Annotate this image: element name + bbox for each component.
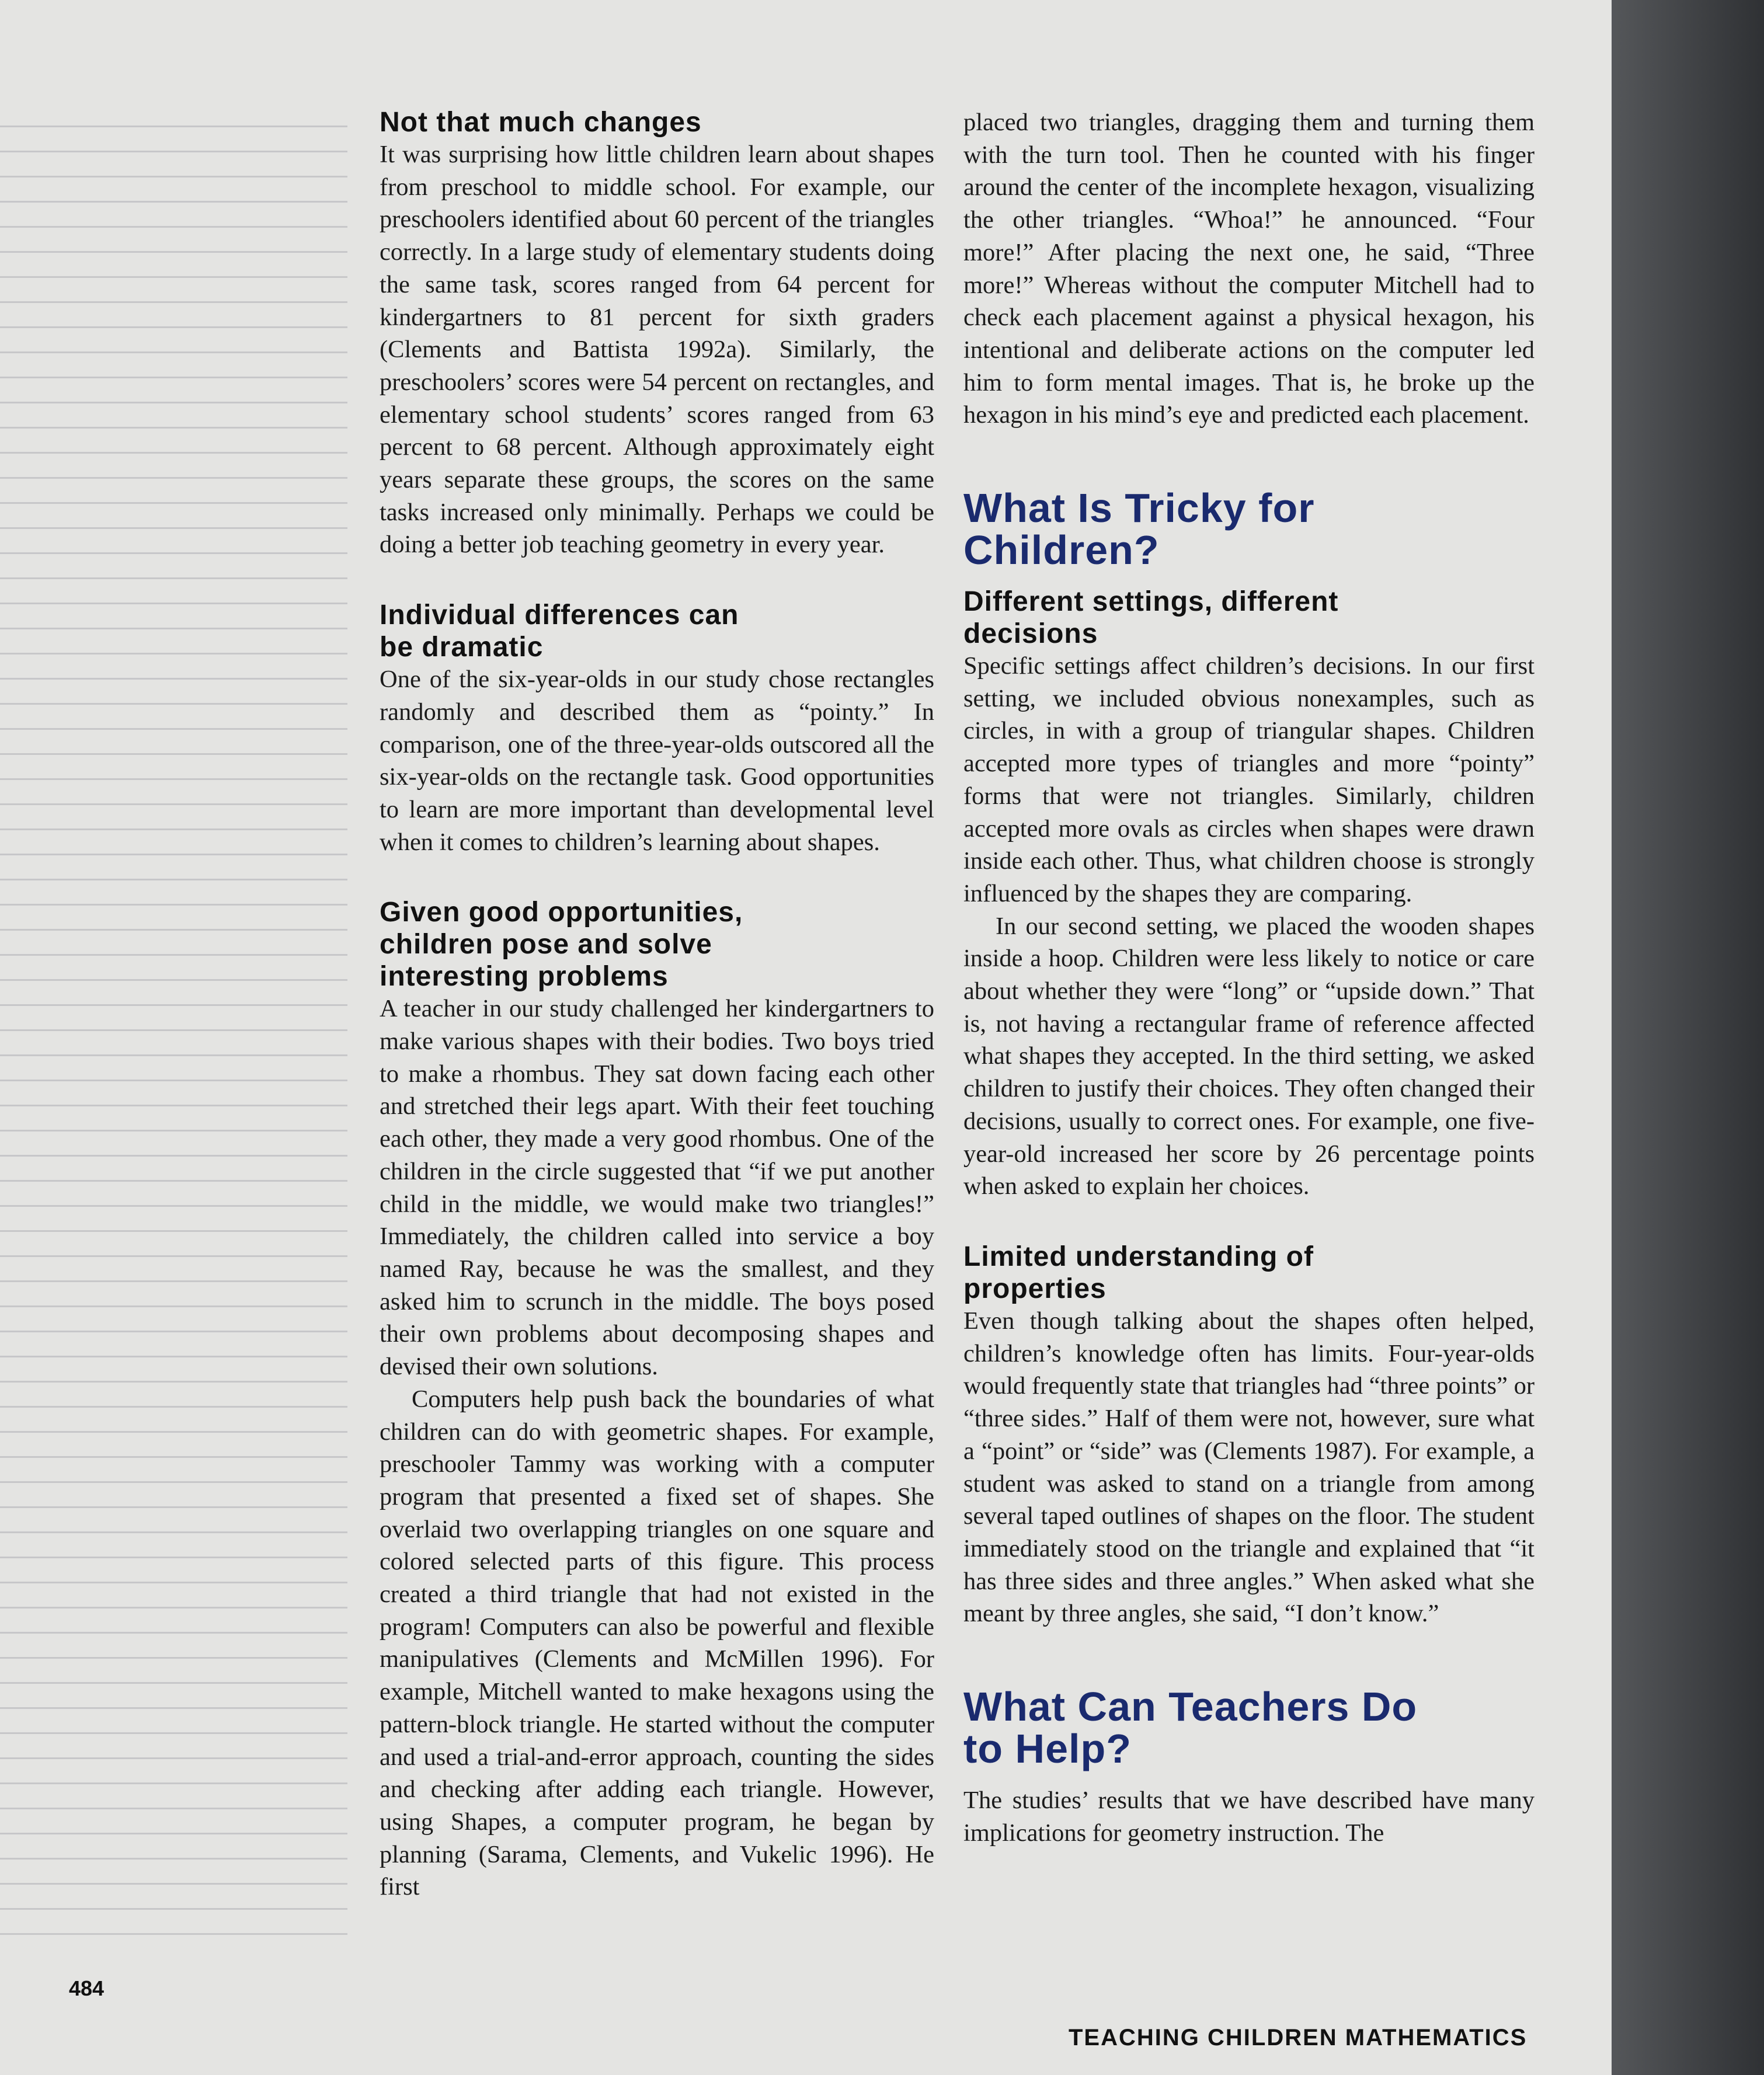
heading-what-can-teachers-do: What Can Teachers Do to Help? [963, 1684, 1418, 1772]
heading-what-is-tricky: What Is Tricky for Children? [963, 485, 1315, 573]
ruled-lines-margin [0, 102, 347, 1956]
heading-limited-understanding: Limited understanding of properties [963, 1241, 1314, 1304]
paragraph: placed two triangles, dragging them and turning them with the turn tool. Then he counted with his finger around the center of the incomplete hexagon, visualizing the other triangles. “Whoa!” he announced. “Four more!” After placing the next one, he said, “Three more!” Whereas without the computer Mitchell had to check each placement against a physical hexagon, his intentional and deliberate actions on the computer led him to form mental images. That is, he broke up the hexagon in his mind’s eye and predicted each placement. [963, 109, 1535, 429]
heading-different-settings: Different settings, different decisions [963, 586, 1339, 650]
background-edge [1612, 0, 1764, 2075]
paragraph: The studies’ results that we have described have many implications for geometry instruction. The [963, 1787, 1535, 1847]
right-column [963, 106, 1535, 1849]
paragraph: It was surprising how little children learn about shapes from preschool to middle school. For example, our preschoolers identified about 60 percent of the triangles correctly. In a large study of elementary students doing the same task, scores ranged from 64 percent for kindergartners to 81 percent for sixth graders (Clements and Battista 1992a). Similarly, the preschoolers’ scores were 54 percent on rectangles, and elementary school students’ scores ranged from 63 percent to 68 percent. Although approximately eight years separate these groups, the scores on the same tasks increased only minimally. Perhaps we could be doing a better job teaching geometry in every year. [380, 141, 934, 559]
paragraph: Even though talking about the shapes often helped, children’s knowledge often has limits. Four-year-olds would frequently state that triangles had “three points” or “three sides.” Half of them were not, however, sure what a “point” or “side” was (Clements 1987). For example, a student was asked to stand on a triangle from among several taped outlines of shapes on the floor. The student immediately stood on the triangle and explained that “it has three sides and three angles.” When asked what she meant by three angles, she said, “I don’t know.” [963, 1307, 1535, 1628]
paragraph: One of the six-year-olds in our study chose rectangles randomly and described them as “pointy.” In comparison, one of the three-year-olds outscored all the six-year-olds on the rectangle task. Good opportunities to learn are more important than developmental level when it comes to children’s learning about shapes. [380, 666, 934, 856]
paragraph: Computers help push back the boundaries of what children can do with geometric shapes. For example, preschooler Tammy was working with a computer program that presented a fixed set of shapes. She overlaid two overlapping triangles on one square and colored selected parts of this figure. This process created a third triangle that had not existed in the program! Computers can also be powerful and flexible manipulatives (Clements and McMillen 1996). For example, Mitchell wanted to make hexagons using the pattern-block triangle. He started without the computer and used a trial-and-error approach, counting the sides and checking after adding each triangle. However, using Shapes, a computer program, he began by planning (Sarama, Clements, and Vukelic 1996). He first [380, 1385, 934, 1901]
paragraph: Specific settings affect children’s decisions. In our first setting, we included obvious nonexamples, such as circles, in with a group of triangular shapes. Children accepted more types of triangles and more “pointy” forms that were not triangles. Similarly, children accepted more ovals as circles when shapes were drawn inside each other. Thus, what children choose is strongly influenced by the shapes they are comparing. [963, 652, 1535, 907]
left-column [380, 106, 934, 1903]
journal-title-footer: TEACHING CHILDREN MATHEMATICS [1069, 2025, 1528, 2050]
page-number: 484 [69, 1976, 105, 2000]
paragraph: In our second setting, we placed the wooden shapes inside a hoop. Children were less likely to notice or care about whether they were “long” or “upside down.” That is, not having a rectangular frame of reference affected what shapes they accepted. In the third setting, we asked children to justify their choices. They often changed their decisions, usually to correct ones. For example, one five-year-old increased her score by 26 percentage points when asked to explain her choices. [963, 912, 1535, 1200]
paragraph: A teacher in our study challenged her kindergartners to make various shapes with their bodies. Two boys tried to make a rhombus. They sat down facing each other and stretched their legs apart. With their feet touching each other, they made a very good rhombus. One of the children in the circle suggested that “if we put another child in the middle, we would make two triangles!” Immediately, the children called into service a boy named Ray, because he was the smallest, and they asked him to scrunch in the middle. The boys posed their own problems about decomposing shapes and devised their own solutions. [380, 995, 934, 1381]
heading-individual-differences: Individual differences can be dramatic [380, 600, 739, 663]
heading-not-that-much-changes: Not that much changes [380, 107, 702, 138]
heading-given-good-opportunities: Given good opportunities, children pose and solve interesting problems [380, 897, 743, 993]
